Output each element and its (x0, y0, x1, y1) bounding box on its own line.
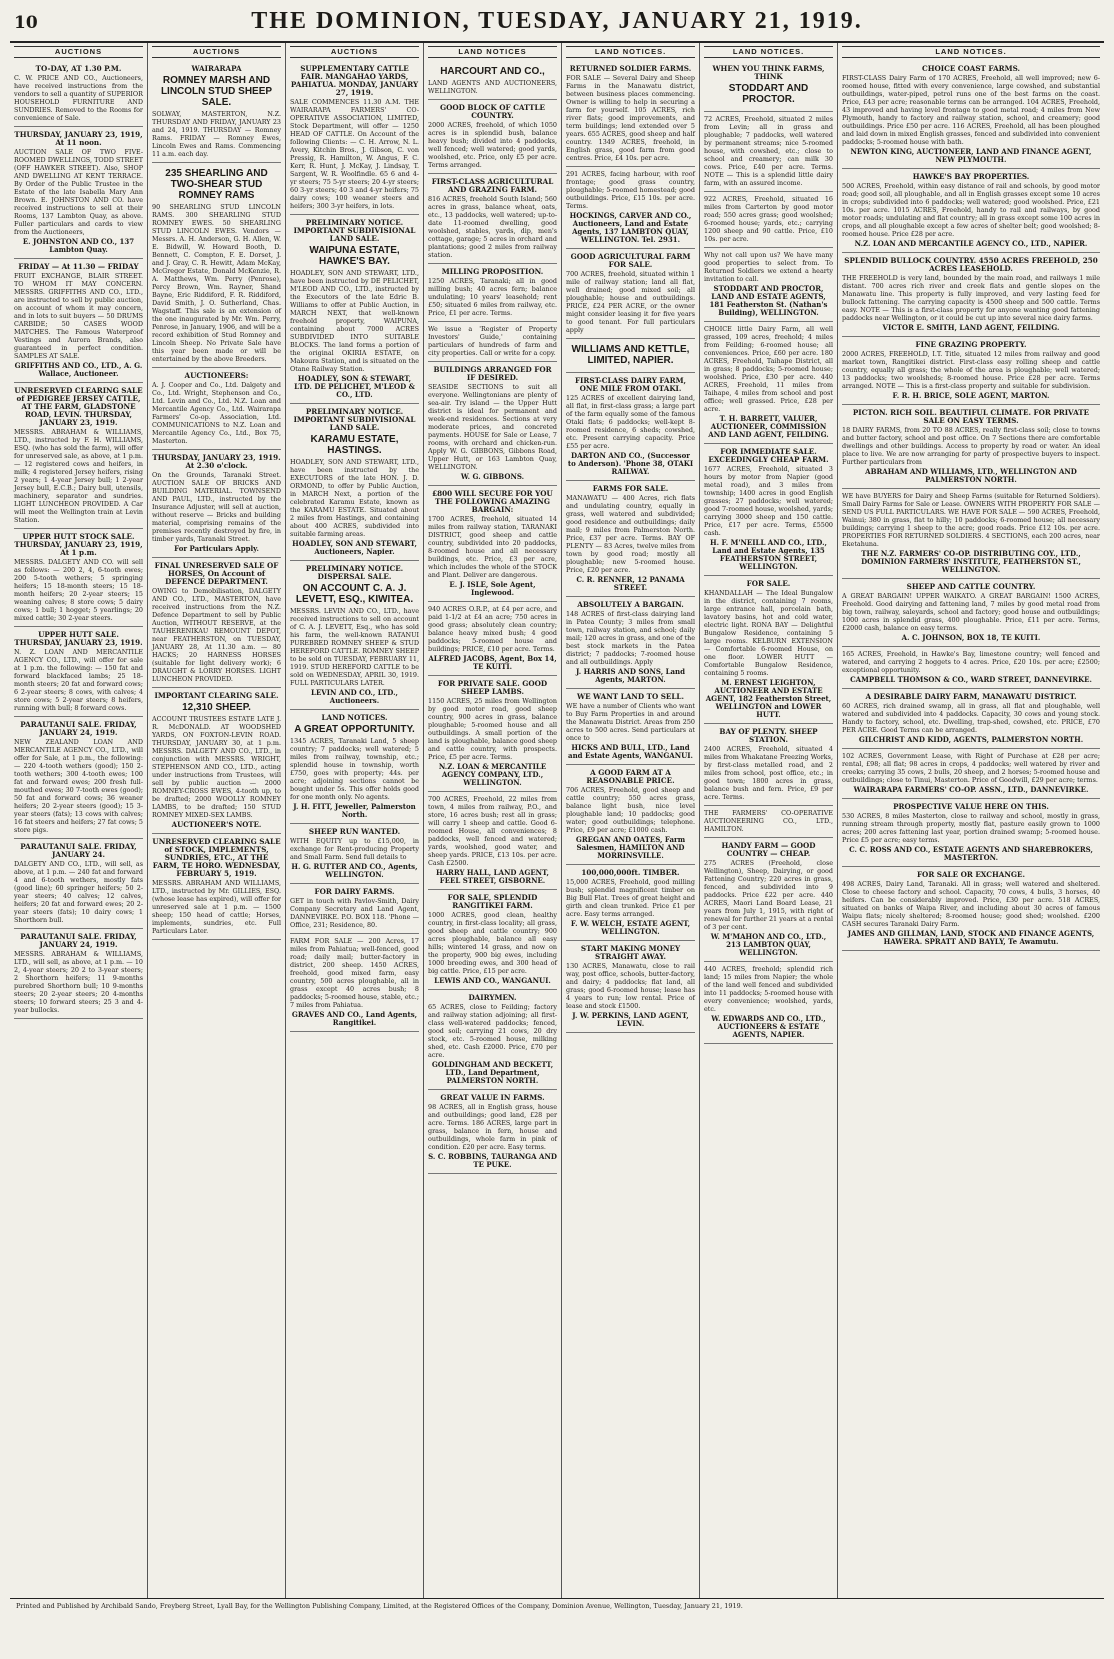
advertisement (14, 839, 143, 929)
ad-heading: FRIDAY — At 11.30 — FRIDAY (18, 262, 139, 271)
ad-signature: T. H. BARRETT, VALUER, AUCTIONEER, COMMISSION AND LAND AGENT, FEILDING. (708, 414, 829, 439)
advertisement (152, 688, 281, 834)
advertisement (704, 248, 833, 322)
ad-signature: GREGAN AND OATES, Farm Salesmen, HAMILTON AND MORRINSVILLE. (575, 835, 686, 860)
ad-body: 90 SHEARLING STUD LINCOLN RAMS. 300 SHEARLING STUD ROMNEY EWES. 50 SHEARLING STUD LINCOLN EWES. Vendors — Messrs. A. H. Anderson, G. H. Allen, W. E. Bidwill, W. Howard Booth, D. Bennett, C. Compton, F. E. Dorset, J. and J. Gray, C. R. Hewitt, Adam McKay, McGregor Estate, Donald McKenzie, R. A. Matthews, Wm. Perry (Penrose), Percy Brown, Wm. Rayner, Shand Bayne, Eric Riddiford, F. R. Riddiford, David Smith, J. O. Sutherland, Chas. Wagstaff. This sale is an extension of the one inaugurated by Mr. Wm. Perry, Penrose, in January, 1906, and will be a record exhibition of Stud Romney and Lincoln Sheep. No Private Sale have this year been made or will be entertained by the above Breeders. (152, 203, 281, 363)
ad-heading: FARMS FOR SALE. (592, 484, 669, 493)
ad-display-line: STODDART AND PROCTOR. (728, 83, 809, 105)
advertisement (842, 799, 1100, 867)
advertisement (566, 339, 695, 373)
ad-signature: GILCHRIST AND KIDD, AGENTS, PALMERSTON NORTH. (858, 735, 1084, 744)
column-1 (10, 43, 148, 1598)
ad-body: We issue a 'Register of Property Investors' Guide,' containing particulars of hundreds of farm and city properties. Call or write for a copy. (428, 325, 557, 357)
ad-signature: GOLDINGHAM AND BECKETT, LTD., Land Department, PALMERSTON NORTH. (431, 1060, 554, 1085)
column-6 (700, 43, 838, 1598)
ad-heading: PRELIMINARY NOTICE. DISPERSAL SALE. (305, 564, 404, 581)
ad-body: 125 ACRES of excellent dairying land, all flat, in first-class grass; a large part of the farm equally some of the famous Otaki flats; 6 paddocks; well-kept 8-roomed residence, 6 sheds; cowshed, etc. Present carrying capacity. Price £55 per acre. (566, 394, 695, 450)
ad-signature: CAMPBELL THOMSON & CO., WARD STREET, DANNEVIRKE. (850, 675, 1092, 684)
advertisement (704, 962, 833, 1044)
ad-body: HOADLEY, SON AND STEWART, LTD., have been instructed by the EXECUTORS of the late HON. J. D. ORMOND, to offer by Public Auction, in MARCH Next, a portion of the celebrated Karamu Estate, known as the KARAMU ESTATE. Situated about 2 miles from Hastings, and containing about 400 ACRES, subdivided into suitable farming areas. (290, 458, 419, 538)
newspaper-page (10, 6, 1104, 1647)
ad-display-line: WAIPUNA ESTATE, HAWKE'S BAY. (309, 245, 400, 267)
advertisement (566, 373, 695, 481)
advertisement (704, 724, 833, 806)
ad-body: AUCTION SALE OF TWO FIVE-ROOMED DWELLINGS, TODD STREET (OFF HAWKER STREET). Also, SHOP AND DWELLING AT KENT TERRACE. By Order of the Public Trustee in the Estate of the late Isabella Mary Ann Brown. E. JOHNSTON AND CO. have received instructions to sell at their Rooms, 137 Lambton Quay, as above. Fuller particulars and cards to view from the Auctioneers, (14, 148, 143, 236)
ad-heading: WHEN YOU THINK FARMS, THINK (712, 64, 825, 81)
ad-heading: UPPER HUTT SALE. THURSDAY, JANUARY 23, 1919. (14, 630, 143, 647)
section-heading: LAND NOTICES. (704, 46, 833, 58)
advertisement (152, 558, 281, 688)
ad-display-line: HARCOURT AND CO., (440, 66, 545, 77)
ad-signature: VICTOR E. SMITH, LAND AGENT, FEILDING. (882, 323, 1060, 332)
ad-heading: CHOICE COAST FARMS. (921, 64, 1021, 73)
ad-body: 940 ACRES O.R.P., at £4 per acre, and paid 1-1/2 at £4 an acre; 750 acres in good grass; absolutely clean country; balance heavy mixed bush; 4 good paddocks; 5-roomed house and buildings; PRICE, £10 per acre. Terms. (428, 605, 557, 653)
ad-body: 18 DAIRY FARMS, from 20 TO 88 ACRES, really first-class soil; close to towns and butter factory, school and post office. On 7 Sections there are comfortable dwellings and other buildings. Access to property by road or water. An ideal place to live. We are now arranging for party of prospective buyers to inspect. Further particulars from (842, 426, 1100, 466)
advertisement (428, 990, 557, 1090)
ad-body: WE have BUYERS for Dairy and Sheep Farms (suitable for Returned Soldiers). Small Dairy Farms for Sale or Lease. OWNERS WITH PROPERTY FOR SALE — SEND US FULL PARTICULARS. WE HAVE FOR SALE — 590 ACRES, Freehold, Wainui; 380 in grass, flat to hilly; 10 paddocks; 6-roomed house; all necessary buildings; carrying 1 sheep to the acre; good roads. Price £12 10s. per acre. PROPERTIES FOR RETURNED SOLDIERS. 4 SECTIONS, each 200 acres, near Eketahuna. (842, 492, 1100, 548)
column-7 (838, 43, 1104, 1598)
ad-signature: HICKS AND BULL, LTD., Land and Estate Agents, WANGANUI. (568, 743, 693, 760)
ad-heading: DAIRYMEN. (468, 993, 517, 1002)
ad-heading: START MAKING MONEY STRAIGHT AWAY. (580, 944, 681, 961)
ad-signature: HOCKINGS, CARVER AND CO., Auctioneers, Land and Estate Agents, 137 LAMBTON QUAY, WELLINGTON. Tel. 2931. (569, 211, 692, 244)
ad-heading: THURSDAY, JANUARY 23, 1919. At 2.30 o'clock. (152, 453, 281, 470)
ad-signature: WAIRARAPA FARMERS' CO-OP. ASSN., LTD., DANNEVIRKE. (853, 785, 1089, 794)
ad-heading: UNRESERVED CLEARING SALE of PEDIGREE JERSEY CATTLE, AT THE FARM, GLADSTONE ROAD, LEVIN. THURSDAY, JANUARY 23, 1919. (14, 386, 143, 427)
advertisement (566, 481, 695, 597)
ad-display-line: KARAMU ESTATE, HASTINGS. (310, 434, 399, 456)
ad-heading: LAND NOTICES. (321, 713, 388, 722)
advertisement (704, 192, 833, 248)
ad-heading: FOR SALE. (746, 579, 791, 588)
ad-signature: AUCTIONEER'S NOTE. (171, 820, 262, 829)
ad-body: 15,000 ACRES, Freehold, good milling bush; splendid magnificent timber on Big Bull Flat. Trees of great height and girth and clean trunked. Price £1 per acre. Easy terms arranged. (566, 878, 695, 918)
advertisement (428, 792, 557, 890)
ad-signature: LEWIS AND CO., WANGANUI. (434, 976, 551, 985)
advertisement (428, 322, 557, 362)
ad-body: 275 ACRES (Freehold, close Wellington), Sheep, Dairying, or good Fattening Country; 220 acres in grass, fenced, and subdivided into 9 paddocks. Price £22 per acre. 440 ACRES, Maori Land Board Lease, 21 years from July 1, 1915, with right of renewal for further 21 years at a rental of 3 per cent. (704, 859, 833, 931)
advertisement (842, 337, 1100, 405)
ad-heading: WE WANT LAND TO SELL. (577, 692, 684, 701)
ad-body: 498 ACRES, Dairy Land, Taranaki. All in grass; well watered and sheltered. Close to cheese factory and school. Capacity, 70 cows, 4 bulls, 3 horses, 40 heifers. Can be considerably improved. Price, £30 per acre. 518 ACRES, situated on banks of Waipa River, and including about 30 acres of famous Waipu flats; nicely sheltered; 8-roomed house; good shed; woolshed. £200 CASH secures Taranaki Dairy Farm. (842, 880, 1100, 928)
ad-body: 1677 ACRES, Freehold, situated 3 hours by motor from Napier (good metal road), and 3 miles from township; 1400 acres in good English grasses; 27 paddocks; well watered; good 7-roomed house, woolshed, yards; carrying 3000 sheep and 150 cattle. Price, £17 per acre. Terms, £5500 cash. (704, 465, 833, 537)
ad-heading: RETURNED SOLDIER FARMS. (569, 64, 692, 73)
section-heading: LAND NOTICES. (566, 46, 695, 58)
advertisement (152, 61, 281, 163)
advertisement (842, 405, 1100, 489)
ad-body: 1250 ACRES, Taranaki; all in good milling bush; 40 acres fern; balance undulating; 10 years' leasehold; rent £50; situated 6 miles from railway, etc. Price, £1 per acre. Terms. (428, 277, 557, 317)
ad-body: 706 ACRES, Freehold, good sheep and cattle country; 550 acres grass, balance light bush, nice level ploughable land; 10 paddocks; good water; good outbuildings; telephone. Price, £9 per acre; £1000 cash. (566, 786, 695, 834)
ad-body: SOLWAY, MASTERTON, N.Z. THURSDAY AND FRIDAY, JANUARY 23 and 24, 1919. THURSDAY — Romney Rams. FRIDAY — Romney Ewes, Lincoln Ewes and Rams. Commencing 11 a.m. each day. (152, 110, 281, 158)
advertisement (842, 169, 1100, 253)
ad-heading: SUPPLEMENTARY CATTLE FAIR. MANGAHAO YARDS, PAHIATUA. MONDAY, JANUARY 27, 1919. (290, 64, 419, 97)
advertisement (842, 579, 1100, 647)
ad-heading: FIRST-CLASS DAIRY FARM, ONE MILE FROM OTAKI. (574, 376, 687, 393)
advertisement (704, 322, 833, 444)
ad-body: DALGETY AND CO., LTD., will sell, as above, at 1 p.m. — 240 fat and forward 4 and 6-tooth wethers, mostly fats (good line); 60 springer heifers; 50 2-year steers; 40 calves; 12 calves, heifers; 20 fat and forward ewes; 20 2-year steers (fats); 10 dairy cows; 1 Shorthorn bull. (14, 860, 143, 924)
advertisement (428, 890, 557, 990)
ad-body: 65 ACRES, close to Feilding; factory and railway station adjoining; all first-class well-watered paddocks; fenced, good soil; carrying 21 cows, 20 dry stock, etc. 5-roomed house, milking shed, etc. Cash £2000. Price, £70 per acre. (428, 1003, 557, 1059)
advertisement (428, 602, 557, 676)
ad-body: 1000 ACRES, good clean, healthy country, in first-class locality; all grass, good sheep and cattle country; 900 acres ploughable, balance all easy hills; wintered 14 grass, and now on the property, 900 big ewes, including 1000 breeding ewes, and 300 head of big cattle. Price, £15 per acre. (428, 911, 557, 975)
ad-signature: ABRAHAM AND WILLIAMS, LTD., WELLINGTON AND PALMERSTON NORTH. (865, 467, 1077, 484)
ad-body: 2000 ACRES, freehold, of which 1050 acres is in splendid bush, balance heavy bush; divided into 4 paddocks, well fenced; well watered; good yards, woolshed, etc. Price, only £5 per acre. Terms arranged. (428, 121, 557, 169)
ad-signature: M. ERNEST LEIGHTON, AUCTIONEER AND ESTATE AGENT, 182 Featherston Street, WELLINGTON and LOWER HUTT. (705, 678, 832, 719)
advertisement (842, 489, 1100, 579)
ad-signature: C. R. RENNER, 12 PANAMA STREET. (576, 575, 685, 592)
ad-signature: W. G. GIBBONS. (460, 472, 525, 481)
advertisement (14, 383, 143, 529)
ad-body: SALE COMMENCES 11.30 A.M. THE WAIRARAPA FARMERS' CO-OPERATIVE ASSOCIATION, LIMITED, Stock Department, will offer — 1250 HEAD OF CATTLE. On Account of the following Clients: — C. H. Arrow, N. L. Avery, Kitchin Bros., J. Gibson, C. von Pressig, R. Hamilton, W. Angus, F. C. Kerr, R. Hunt, J. McKay, J. Lindsay, T. Sargent, W. R. Woolfindle. 65 6 and 4-yr steers; 75 5-yr steers; 20 4-yr steers; 60 3-yr steers; 40 3 and 4-yr heifers; 75 dairy cows; 100 weaner steers and heifers; 300 3-yr heifers, in lots. (290, 98, 419, 210)
ad-signature: W. EDWARDS AND CO., LTD., AUCTIONEERS & ESTATE AGENTS, NAPIER. (711, 1014, 826, 1039)
ad-body: MESSRS. ABRAHAM & WILLIAMS, LTD., will sell, as above, at 1 p.m. — 10 2, 4-year steers; 20 2 to 3-year steers; 2 Shorthorn heifers; 11 9-months purebred Shorthorn bull; 10 9-months steers; 20 2-year steers; 20 4-months steers; 10 forward steers; 25 3 and 4-year bullocks. (14, 950, 143, 1014)
ad-body: 148 ACRES of first-class dairying land in Patea County; 3 miles from small town, railway station, and school; daily mail; 120 acres in grass, and one of the best stock markets in the Patea district; 7 paddocks; 7-roomed house and all outbuildings. Apply (566, 610, 695, 666)
advertisement (842, 647, 1100, 689)
ad-body: 530 ACRES, 8 miles Masterton, close to railway and school, mostly in grass, running stream through property, mostly flat, pasture easily grown to 1000 acres; 200 acres fattening last year, portion drained swamp; 5-roomed house. Price £5 per acre; easy terms. (842, 812, 1100, 844)
ad-heading: A DESIRABLE DAIRY FARM, MANAWATU DISTRICT. (865, 692, 1077, 701)
ad-signature: J. HARRIS AND SONS, Land Agents, MARTON. (575, 667, 686, 684)
ad-heading: GREAT VALUE IN FARMS. (440, 1093, 545, 1102)
ad-body: OWING to Demobilisation, DALGETY AND CO., LTD., MASTERTON, have received instructions from the N.Z. Defence Department to sell by Public Auction, WITHOUT RESERVE, at the TAUHERENIKAU REMOUNT DEPOT, near FEATHERSTON, on TUESDAY, JANUARY 28, At 11.30 a.m. — 80 HACKS; 20 HARNESS HORSES (suitable for light delivery work); 6 DRAUGHT & LORRY HORSES. LIGHT LUNCHEON PROVIDED. (152, 587, 281, 683)
ad-heading: A GOOD FARM AT A REASONABLE PRICE. (586, 768, 675, 785)
ad-heading: FOR DAIRY FARMS. (314, 887, 395, 896)
advertisement (290, 824, 419, 884)
ad-signature: HOADLEY, SON AND STEWART, Auctioneers, Napier. (292, 539, 417, 556)
advertisement (428, 264, 557, 322)
ad-body: HOADLEY, SON AND STEWART, LTD., have been instructed by DE PELICHET, M'LEOD AND CO., LTD., instructed by the Executors of the late Edric B. Williams to offer at Public Auction, in MARCH NEXT, that well-known freehold property, WAIPUNA, containing about 7000 ACRES SUBDIVIDED INTO SUITABLE BLOCKS. The land forms a portion of the original OKIRIA ESTATE, on Makoura Station, and is situated on the Otane Railway Station. (290, 269, 419, 373)
advertisement (566, 689, 695, 765)
ad-heading: PARAUTANUI SALE. FRIDAY, JANUARY 24, 1919. (20, 932, 137, 949)
ad-body: 2000 ACRES, FREEHOLD, I.T. Title, situated 12 miles from railway and good market town, Rangitikei district. First-class easy rolling sheep and cattle country, equally all grass; the whole of the area is ploughable; well watered; 13 paddocks; two woolsheds; 8-roomed house. Price £28 per acre. Terms arranged. NOTE — This is a first-class property and suitable for subdivision. (842, 350, 1100, 390)
ad-body: A GREAT BARGAIN! UPPER WAIKATO. A GREAT BARGAIN! 1500 ACRES, Freehold. Good dairying and fattening land, 7 miles by good metal road from big town, railway, saleyards, school and factory; good house and outbuildings; 1000 acres in splendid grass, 400 ploughable. Price, £11 per acre. Terms, £2000 cash, balance on easy terms. (842, 592, 1100, 632)
ad-display-line: 235 SHEARLING AND TWO-SHEAR STUD ROMNEY RAMS (165, 168, 268, 201)
ad-body: 2400 ACRES, Freehold, situated 4 miles from Whakatane Freezing Works, by first-class metalled road, and 2 miles from school, post office, etc.; in good town; 1800 acres in grass, balance bush and fern. Price, £9 per acre. Terms. (704, 745, 833, 801)
ad-body: C. W. PRICE AND CO., Auctioneers, have received instructions from the vendors to sell a quantity of SUPERIOR HOUSEHOLD FURNITURE AND SUNDRIES. Removed to the Rooms for convenience of Sale. (14, 74, 143, 122)
ad-heading: UNRESERVED CLEARING SALE of STOCK, IMPLEMENTS, SUNDRIES, ETC., AT THE FARM, TE HORO. WEDNESDAY, FEBRUARY 5, 1919. (152, 837, 281, 878)
advertisement (566, 765, 695, 865)
ad-signature: JAMES AND GILLMAN, LAND, STOCK AND FINANCE AGENTS, HAWERA. SPRATT AND BAYLY, Te Awamutu. (847, 929, 1095, 946)
ad-heading: THURSDAY, JANUARY 23, 1919, At 11 noon. (14, 130, 143, 147)
ad-signature: C. C. ROSS AND CO., ESTATE AGENTS AND SHAREBROKERS, MASTERTON. (849, 845, 1093, 862)
ad-heading: GOOD BLOCK OF CATTLE COUNTRY. (440, 103, 545, 120)
ad-heading: ABSOLUTELY A BARGAIN. (577, 600, 684, 609)
advertisement (566, 249, 695, 339)
advertisement (704, 838, 833, 962)
ad-signature: H. F. M'NEILL AND CO., LTD., Land and Estate Agents, 135 FEATHERSTON STREET, WELLINGTON. (710, 538, 827, 571)
advertisement (428, 61, 557, 100)
ad-body: MESSRS. LEVIN AND CO., LTD., have received instructions to sell on account of C. A. J. LEVETT, Esq., who has sold his farm, the well-known RATANUI PUREBRED ROMNEY SHEEP & STUD HEREFORD CATTLE. ROMNEY SHEEP to be sold on TUESDAY, FEBRUARY 11, 1919. STUD HEREFORD CATTLE to be sold on WEDNESDAY, APRIL 30, 1919. FULL PARTICULARS LATER. (290, 607, 419, 687)
ad-signature: For Particulars Apply. (174, 544, 259, 553)
advertisement (290, 561, 419, 710)
ad-body: MESSRS. ABRAHAM AND WILLIAMS, LTD., instructed by Mr. GILLIES, ESQ. (whose lease has expired), will offer for unreserved sale at 1 p.m. — 1500 sheep; 150 head of cattle; Horses, implements, sundries, etc. Full Particulars Later. (152, 879, 281, 935)
column-3 (286, 43, 424, 1598)
ad-display-line: ON ACCOUNT C. A. J. LEVETT, ESQ., KIWITEA. (295, 583, 414, 605)
advertisement (152, 163, 281, 368)
advertisement (152, 368, 281, 450)
ad-body: FARM FOR SALE — 200 Acres, 17 miles from Pahiatua; well-fenced, good road; daily mail; butter-factory in district, 200 sheep. 1450 ACRES, freehold, good mixed farm, easy country, 500 acres ploughable, all in grass except 40 acres bush; 8 paddocks; 5-roomed house, stable, etc.; 7 miles from Pahiatua. (290, 937, 419, 1009)
ad-body: THE FREEHOLD is very land, bounded by the main road, and railways 1 mile distant. 700 acres rich river and creek flats and gentle slopes on the Manawatu line. This property is fully improved, and very lasting feed for bullock fattening. The carrying capacity is 4500 sheep and 500 cattle. Terms easy. NOTE — This is a first-class property for anyone wanting good fattening paddocks near Wellington, or it could be cut up into several nice dairy farms. (842, 274, 1100, 322)
ad-body: Why not call upon us? We have many good properties to select from. To Returned Soldiers we extend a hearty invitation to call. (704, 251, 833, 283)
advertisement (428, 1090, 557, 1174)
advertisement (14, 717, 143, 839)
ad-body: 500 ACRES, Freehold, within easy distance of rail and schools, by good motor road; good soil, all ploughable, and all in English grasses except some 10 acres in crops; subdivided into 6 paddocks; well watered; good woolshed. Price, £21 10s. per acre. 1015 ACRES, Freehold, handy to rail and railways, by good motor roads; undulating and flat country; all in grass except some 100 acres in crops, and all ploughable except a few acres of shelter belt; good woolshed; 8-roomed house. Price £28 per acre. (842, 182, 1100, 238)
advertisement (290, 404, 419, 561)
ad-display-line: A GREAT OPPORTUNITY. (294, 724, 415, 735)
ad-body: 98 ACRES, all in English grass, house and outbuildings; good land, £28 per acre. Terms. 186 ACRES, large part in grass, balance in fern, house and outbuildings, whole farm in pink of condition. £20 per acre. Easy terms. (428, 1103, 557, 1151)
ad-heading: FOR SALE, SPLENDID RANGITIKEI FARM. (447, 893, 538, 910)
ad-body: 72 ACRES, Freehold, situated 2 miles from Levin; all in grass and ploughable; 7 paddocks, well watered by permanent streams; nice 5-roomed house, with cowshed, etc.; close to school and creamery; can milk 30 cows. Price, £40 per acre. Terms. NOTE — This is a splendid little dairy farm, with an assured income. (704, 115, 833, 187)
ad-heading: PRELIMINARY NOTICE. IMPORTANT SUBDIVISIONAL LAND SALE. (293, 218, 416, 243)
advertisement (428, 362, 557, 486)
ad-heading: MILLING PROPOSITION. (441, 267, 544, 276)
advertisement (704, 444, 833, 576)
ad-body: 922 ACRES, Freehold, situated 16 miles from Carterton by good motor road; 550 acres grass; good woolshed; 6-roomed house; yards, etc.; carrying 1200 sheep and 90 cattle. Price, £10 10s. per acre. (704, 195, 833, 243)
ad-body: WITH EQUITY up to £15,000, in exchange for Rent-producing Property and Small Farm. Send full details to (290, 837, 419, 861)
advertisement (566, 941, 695, 1033)
ad-body: FOR SALE — Several Dairy and Sheep Farms in the Manawatu district, between business places commencing. Owner is willing to help in securing a farm for yourself. 105 ACRES, rich river flats; good improvements, and term buildings; lend extended over 5 years. 655 ACRES, good sheep and half country. 1349 ACRES, freehold, in English grass, good farm from good centres. Price, £4 10s. per acre. (566, 74, 695, 162)
ad-heading: PICTON. RICH SOIL. BEAUTIFUL CLIMATE. FOR PRIVATE SALE ON EASY TERMS. (852, 408, 1090, 425)
advertisement (290, 215, 419, 404)
ad-body: 1345 ACRES, Taranaki Land, 5 sheep country; 7 paddocks; well watered; 5 miles from railway, township, etc.; splendid house in township, worth £750, goes with property; 44s. per acre; adjoining sections cannot be bought under 5s. This offer holds good for one month only. No agents. (290, 737, 419, 801)
advertisement (290, 934, 419, 1032)
ad-signature: E. JOHNSTON AND CO., 137 Lambton Quay. (22, 237, 135, 254)
ad-signature: N.Z. LOAN & MERCANTILE AGENCY COMPANY, LTD., WELLINGTON. (438, 762, 547, 787)
ad-signature: GRIFFITHS AND CO., LTD., A. G. Wallace, Auctioneer. (14, 361, 143, 378)
ad-heading: FOR IMMEDIATE SALE. EXCEEDINGLY CHEAP FARM. (708, 447, 829, 464)
ad-body: 1150 ACRES, 25 miles from Wellington by good motor road, good sheep country, 900 acres in grass, balance ploughable; 5-roomed house and all outbuildings. A small portion of the land is ploughable, balance good sheep and cattle country, with prospects. Price, £5 per acre. Terms. (428, 697, 557, 761)
ad-display-line: ROMNEY MARSH AND LINCOLN STUD SHEEP SALE. (160, 75, 273, 108)
section-heading: AUCTIONS (152, 46, 281, 58)
advertisement (428, 174, 557, 264)
advertisement (428, 100, 557, 174)
ad-body: 700 ACRES, freehold, situated within 1 mile of railway station; land all flat, well drained; good mixed soil; all ploughable; house and outbuildings. PRICE, £24 PER ACRE, or the owner might consider leasing it for five years to good tenant. For full particulars apply (566, 270, 695, 334)
ad-signature: F. R. H. BRICE, SOLE AGENT, MARTON. (892, 391, 1050, 400)
ad-signature: GRAVES AND CO., Land Agents, Rangitikei. (291, 1010, 418, 1027)
ad-heading: FOR SALE OR EXCHANGE. (916, 870, 1026, 879)
ad-heading: HAWKE'S BAY PROPERTIES. (912, 172, 1030, 181)
ad-body: 102 ACRES, Government Lease, with Right of Purchase at £28 per acre; rental, £98; all flat; 98 acres in crops, 4 paddocks; well watered by river and creeks; carrying 35 cows, 2 bulls, 20 sheep, and 2 horses; 5-roomed house and outbuildings; close to Tinui, Masterton. Price of Goodwill, £29 per acre; terms. (842, 752, 1100, 784)
ad-display-line: WILLIAMS AND KETTLE, LIMITED, NAPIER. (571, 344, 690, 366)
ad-body: 816 ACRES, freehold South Island; 560 acres in grass, balance wheat, oats, etc., 13 paddocks, well watered; up-to-date 11-roomed dwelling, good woolshed, stables, yards, dip, men's cottage, garage; 5 acres in orchard and plantations; good 2 miles from railway station. (428, 195, 557, 259)
ad-heading: FOR PRIVATE SALE. GOOD SHEEP LAMBS. (437, 679, 548, 696)
ad-signature: H. G. RUTTER AND CO., Agents, WELLINGTON. (291, 862, 418, 879)
advertisement (842, 867, 1100, 951)
ad-signature: W. M'MAHON AND CO., LTD., 213 LAMBTON QUAY, WELLINGTON. (710, 932, 827, 957)
ad-heading: SHEEP AND CATTLE COUNTRY. (906, 582, 1036, 591)
ad-body: FIRST-CLASS Dairy Farm of 170 ACRES, Freehold, all well improved; new 6-roomed house, fitted with every convenience, large cowshed, and substantial outbuildings, water-piped, petrol runs one of the best farms on the coast. Price, £43 per acre; reasonable terms can be arranged. 104 ACRES, Freehold, 43 improved and having level frontage to good metal road; 4 miles from New Plymouth, handy to factory and railway station, school, and creamery; good outbuildings. Price £50 per acre. 116 ACRES, Freehold, all has been ploughed and laid down in mixed English grasses, fenced and subdivided into convenient paddocks; 5-roomed house with bath. (842, 74, 1100, 146)
ad-heading: £800 WILL SECURE FOR YOU THE FOLLOWING AMAZING BARGAIN: (432, 489, 553, 514)
ad-heading: WAIRARAPA (191, 64, 242, 73)
ad-signature: HOADLEY, SON & STEWART, LTD. DE PELICHET, M'LEOD & CO., LTD. (294, 374, 415, 399)
ad-signature: N.Z. LOAN AND MERCANTILE AGENCY CO., LTD., NAPIER. (854, 239, 1088, 248)
section-heading: AUCTIONS (290, 46, 419, 58)
column-2 (148, 43, 286, 1598)
ad-heading: GOOD AGRICULTURAL FARM FOR SALE. (570, 252, 691, 269)
ad-body: A. J. Cooper and Co., Ltd. Dalgety and Co., Ltd. Wright, Stephenson and Co., Ltd. Levin and Co., Ltd. N.Z. Loan and Mercantile Agency Co., Ltd. Wairarapa Farmers' Co-op. Association, Ltd. COMMUNICATIONS to N.Z. Loan and Mercantile Agency Co., Ltd., Box 75, Masterton. (152, 381, 281, 445)
ad-body: On the Grounds, Taranaki Street. AUCTION SALE OF BRICKS AND BUILDING MATERIAL. TOWNSEND AND PAUL, LTD., instructed by the Insurance Adjuster, will sell at auction, without reserve — Bricks and building material, comprising remains of the premises recently destroyed by fire, in timber yards, Taranaki Street. (152, 471, 281, 543)
ad-heading: TO-DAY, AT 1.30 P.M. (35, 64, 122, 73)
advertisement (704, 112, 833, 192)
advertisement (290, 710, 419, 824)
advertisement (704, 576, 833, 724)
column-4 (424, 43, 562, 1598)
ad-signature: ALFRED JACOBS, Agent, Box 14, TE KUITI. (428, 654, 557, 671)
advertisement (566, 167, 695, 249)
ad-signature: S. C. ROBBINS, TAURANGA AND TE PUKE. (428, 1152, 557, 1169)
ad-body: 165 ACRES, Freehold, in Hawke's Bay, limestone country; well fenced and watered, and carrying 2 hoggets to 4 acres. Price, £20 10s. per acre; £2500; exceptional opportunity. (842, 650, 1100, 674)
ad-body: FRUIT EXCHANGE, BLAIR STREET. TO WHOM IT MAY CONCERN. MESSRS. GRIFFITHS AND CO., LTD., are instructed to sell by public auction, on account of whom it may concern, and in lots to suit buyers — 50 DRUMS CARBIDE; 50 CASES WOOD MATCHES. The Famous Waterproof Vestings and Aurora Brands, also guaranteed in perfect condition. SAMPLES AT SALE. (14, 272, 143, 360)
ad-body: GET in touch with Pavlov-Smith, Dairy Company Secretary and Land Agent, DANNEVIRKE. P.O. BOX 118. 'Phone — Office, 231; Residence, 80. (290, 897, 419, 929)
column-5 (562, 43, 700, 1598)
ad-body: 130 ACRES, Manawatu, close to rail way, post office, schools, butter-factory, and dairy; 4 paddocks; flat land, all grass; good 6-roomed house; lease has 4 years to run; low rental. Price of lease and stock £1500. (566, 962, 695, 1010)
imprint: Printed and Published by Archibald Sando, Freyberg Street, Lyall Bay, for the Wellington Publishing Company, Limited, at the Registered Offices of the Company, Dominion Avenue, Wellington, Tuesday, January 21, 1919. (16, 1602, 743, 1610)
advertisement (290, 884, 419, 934)
ad-heading: SPLENDID BULLOCK COUNTRY. 4550 ACRES FREEHOLD, 250 ACRES LEASEHOLD. (844, 256, 1098, 273)
ad-body: N. Z. LOAN AND MERCANTILE AGENCY CO., LTD., will offer for sale at 1 p.m. the following: — 150 fat and forward blackfaced lambs; 25 18-month steers; 20 fat and forward cows; 6 2-year steers; 8 cows, with calves; 4 store cows; 5 2-year steers; 8 heifers, running with bull; 8 forward cows. (14, 648, 143, 712)
ad-signature: NEWTON KING, AUCTIONEER, LAND AND FINANCE AGENT, NEW PLYMOUTH. (850, 147, 1092, 164)
ad-body: MESSRS. ABRAHAM & WILLIAMS, LTD., instructed by F. H. WILLIAMS, ESQ. (who has sold the farm), will offer for unreserved sale, as above, at 1 p.m. — 12 registered cows and heifers, in milk; 4 registered Jersey heifers, rising 2 years; 1 4-year Jersey bull; 1 2-year Jersey bull, E.C.B.; Dairy bull, utensils, machinery, separator and sundries. LIGHT LUNCHEON PROVIDED. A Car will meet the Wellington train at Levin Station. (14, 428, 143, 524)
ad-signature: DARTON AND CO., (Successor to Anderson). 'Phone 38, OTAKI RAILWAY. (567, 451, 694, 476)
ad-body: WE have a number of Clients who want to Buy Farm Properties in and around the Manawatu District. Areas from 250 acres to 500 acres. Send particulars at once to (566, 702, 695, 742)
ad-body: LAND AGENTS AND AUCTIONEERS, WELLINGTON. (428, 79, 557, 95)
advertisement (14, 929, 143, 1019)
ad-signature: E. J. ISLE, Sole Agent, Inglewood. (449, 580, 536, 597)
advertisement (566, 865, 695, 941)
advertisement (842, 749, 1100, 799)
section-heading: LAND NOTICES. (842, 46, 1100, 58)
ad-signature: J. W. PERKINS, LAND AGENT, LEVIN. (572, 1011, 689, 1028)
section-heading: LAND NOTICES (428, 46, 557, 58)
advertisement (14, 259, 143, 383)
ad-display-line: 12,310 SHEEP. (182, 702, 251, 713)
ad-signature: F. W. WELCH, ESTATE AGENT, WELLINGTON. (570, 919, 691, 936)
ad-heading: 100,000,000ft. TIMBER. (581, 868, 680, 877)
advertisement (14, 127, 143, 259)
ad-heading: IMPORTANT CLEARING SALE. (154, 691, 279, 700)
advertisement (842, 61, 1100, 169)
ad-signature: HARRY HALL, LAND AGENT, FEEL STREET, GISBORNE. (436, 868, 549, 885)
advertisement (428, 676, 557, 792)
masthead (10, 6, 1104, 43)
ad-body: 291 ACRES, facing harbour, with roof frontage; good grass country, ploughable; 5-roomed homestead; good outbuildings. Price, £15 10s. per acre. Terms. (566, 170, 695, 210)
advertisement (14, 61, 143, 127)
ad-body: MESSRS. DALGETY AND CO. will sell as follows: — 200 2, 4, 6-tooth ewes; 200 5-tooth wethers; 5 springing heifers; 15 18-month steers; 15 18-month heifers; 20 2-year steers; 15 weaning calves; 8 store cows; 5 dairy cows; 1 bull; 1 hogget; 5 yearlings; 20 mixed cattle; 30 2-year steers. (14, 558, 143, 622)
advertisement (704, 61, 833, 112)
ad-body: 60 ACRES, rich drained swamp, all in grass, all flat and ploughable, well watered and subdivided into 4 paddocks. Capacity, 30 cows and young stock. Handy to factory, school, etc. Dwelling, trap-shed, cowshed, etc. PRICE, £70 PER ACRE. Good Terms can be arranged. (842, 702, 1100, 734)
ad-heading: UPPER HUTT STOCK SALE. THURSDAY, JANUARY 23, 1919, At 1 p.m. (14, 532, 143, 557)
ad-heading: PRELIMINARY NOTICE. IMPORTANT SUBDIVISIONAL LAND SALE. (293, 407, 416, 432)
ad-signature: A. C. JOHNSON, BOX 18, TE KUITI. (901, 633, 1041, 642)
advertisement (14, 627, 143, 717)
advertisement (704, 806, 833, 838)
ad-signature: STODDART AND PROCTOR, LAND AND ESTATE AGENTS, 181 Featherston St. (Nathan's Building), WELLINGTON. (709, 284, 828, 317)
ad-body: 440 ACRES, freehold; splendid rich land; 15 miles from Napier; the whole of the land well fenced and subdivided into 11 paddocks; 5-roomed house with every convenience; woolshed, yards, etc. (704, 965, 833, 1013)
advertisement (566, 61, 695, 167)
advertisement (566, 597, 695, 689)
ad-heading: PARAUTANUI SALE. FRIDAY, JANUARY 24. (20, 842, 137, 859)
ad-signature: LEVIN AND CO., LTD., Auctioneers. (311, 688, 398, 705)
ad-body: CHOICE little Dairy Farm, all well grassed, 109 acres, freehold; 4 miles from Feilding; 6-roomed house; all conveniences. Price, £60 per acre. 180 ACRES, Freehold, Taihape District, all in grass; 8 paddocks; 5-roomed house; woolshed. Price, £30 per acre. 440 ACRES, Freehold, 11 miles from Taihape, 4 miles from school and post office; well grassed. Price, £28 per acre. (704, 325, 833, 413)
page-number: 10 (14, 13, 38, 33)
ad-body: NEW ZEALAND LOAN AND MERCANTILE AGENCY CO., LTD., will offer for Sale, at 1 p.m., the following: — 220 4-tooth wethers (good); 150 2-tooth wethers; 300 4-tooth ewes; 100 fat and forward ewes; 200 fresh full-mouthed ewes; 30 7-tooth ewes (good); 50 fat and forward cows; 36 weaner heifers; 20 2-year steers (good); 15 3-year steers (fats); 13 cows with calves; 16 fat steers and heifers; 27 fat cows; 5 store pigs. (14, 738, 143, 834)
ad-heading: PARAUTANUI SALE. FRIDAY, JANUARY 24, 1919. (20, 720, 137, 737)
advertisement (842, 253, 1100, 337)
ad-heading: FIRST-CLASS AGRICULTURAL AND GRAZING FARM. (431, 177, 554, 194)
advertisement (428, 486, 557, 602)
advertisement (842, 689, 1100, 749)
advertisement (152, 834, 281, 940)
ad-body: ACCOUNT TRUSTEES ESTATE LATE J. R. McDONALD. AT WOODSHED YARDS, ON FOXTON-LEVIN ROAD. THURSDAY, JANUARY 30, at 1 p.m. MESSRS. DALGETY AND CO., LTD., in conjunction with MESSRS. WRIGHT, STEPHENSON AND CO., LTD., acting under instructions from Trustees, will sell by public auction — 2000 ROMNEY-CROSS EWES, 4-tooth up, to be drafted; 2000 WOOLLY ROMNEY LAMBS, to be drafted; 150 STUD ROMNEY MIXED-SEX LAMBS. (152, 715, 281, 819)
ad-body: 1700 ACRES, freehold, situated 14 miles from railway station, TARANAKI DISTRICT, good sheep and cattle country, subdivided into 20 paddocks, 8-roomed house and all necessary buildings, etc. Price, £3 per acre, which includes the whole of the STOCK and Plant. Deliver are dangerous. (428, 515, 557, 579)
ad-heading: HANDY FARM — GOOD COUNTRY — CHEAP. (721, 841, 816, 858)
ad-body: 700 ACRES, Freehold, 22 miles from town, 4 miles from railway, P.O., and store, 16 acres bush; rest all in grass; will carry 1 sheep and cattle. Good 6-roomed House, all conveniences; 8 paddocks, well fenced and watered; yards, woolshed, good water, and sheep yards. PRICE, £13 10s. per acre. Cash £2500. (428, 795, 557, 867)
ad-signature: J. H. FITT, Jeweller, Palmerston North. (293, 802, 416, 819)
section-heading: AUCTIONS (14, 46, 143, 58)
ad-body: THE FARMERS' CO-OPERATIVE AUCTIONEERING CO., LTD., HAMILTON. (704, 809, 833, 833)
ad-heading: SHEEP RUN WANTED. (308, 827, 401, 836)
ad-body: KHANDALLAH — The Ideal Bungalow in the district, containing 7 rooms, large entrance hall, porcelain bath, lavatory basins, hot and cold water, electric light. RONA BAY — Delightful Bungalow Residence, containing 5 large rooms. KELBURN EXTENSION — Comfortable 6-roomed House, on one floor. LOWER HUTT — Comfortable Bungalow Residence, containing 5 rooms. (704, 589, 833, 677)
ad-heading: FINE GRAZING PROPERTY. (915, 340, 1027, 349)
ad-heading: BUILDINGS ARRANGED FOR IF DESIRED. (433, 365, 552, 382)
ad-body: MANAWATU — 400 Acres, rich flats and undulating country, equally in grass, well watered and subdivided; good residence and outbuildings; daily mail; 9 miles from Palmerston North. Price, £37 per acre. Terms. BAY OF PLENTY — 83 Acres, twelve miles from town by good road; mostly all ploughable; new 5-roomed house. Price, £20 per acre. (566, 494, 695, 574)
columns-container (10, 43, 1104, 1599)
ad-body: SEASIDE SECTIONS to suit all everyone. Wellingtonians are plenty of sea-air. Try island — the Upper Hutt district is ideal for permanent and week-end residences. Sections at very moderate prices, and concreted payments. HOUSE for Sale or Lease, 7 rooms, with orchard and chicken-run. Apply W. G. GIBBONS, Gibbons Road, Upper Hutt, or 163 Lambton Quay, WELLINGTON. (428, 383, 557, 471)
ad-heading: BAY OF PLENTY. SHEEP STATION. (719, 727, 818, 744)
advertisement (152, 450, 281, 558)
ad-heading: AUCTIONEERS: (184, 371, 249, 380)
ad-signature: THE N.Z. FARMERS' CO-OP. DISTRIBUTING COY., LTD., DOMINION FARMERS' INSTITUTE, FEATHERSTON ST., WELLINGTON. (861, 549, 1081, 574)
newspaper-title: THE DOMINION, TUESDAY, JANUARY 21, 1919. (251, 8, 863, 34)
advertisement (14, 529, 143, 627)
ad-heading: PROSPECTIVE VALUE HERE ON THIS. (893, 802, 1049, 811)
advertisement (290, 61, 419, 215)
ad-heading: FINAL UNRESERVED SALE OF HORSES, On Account of DEFENCE DEPARTMENT. (154, 561, 279, 586)
